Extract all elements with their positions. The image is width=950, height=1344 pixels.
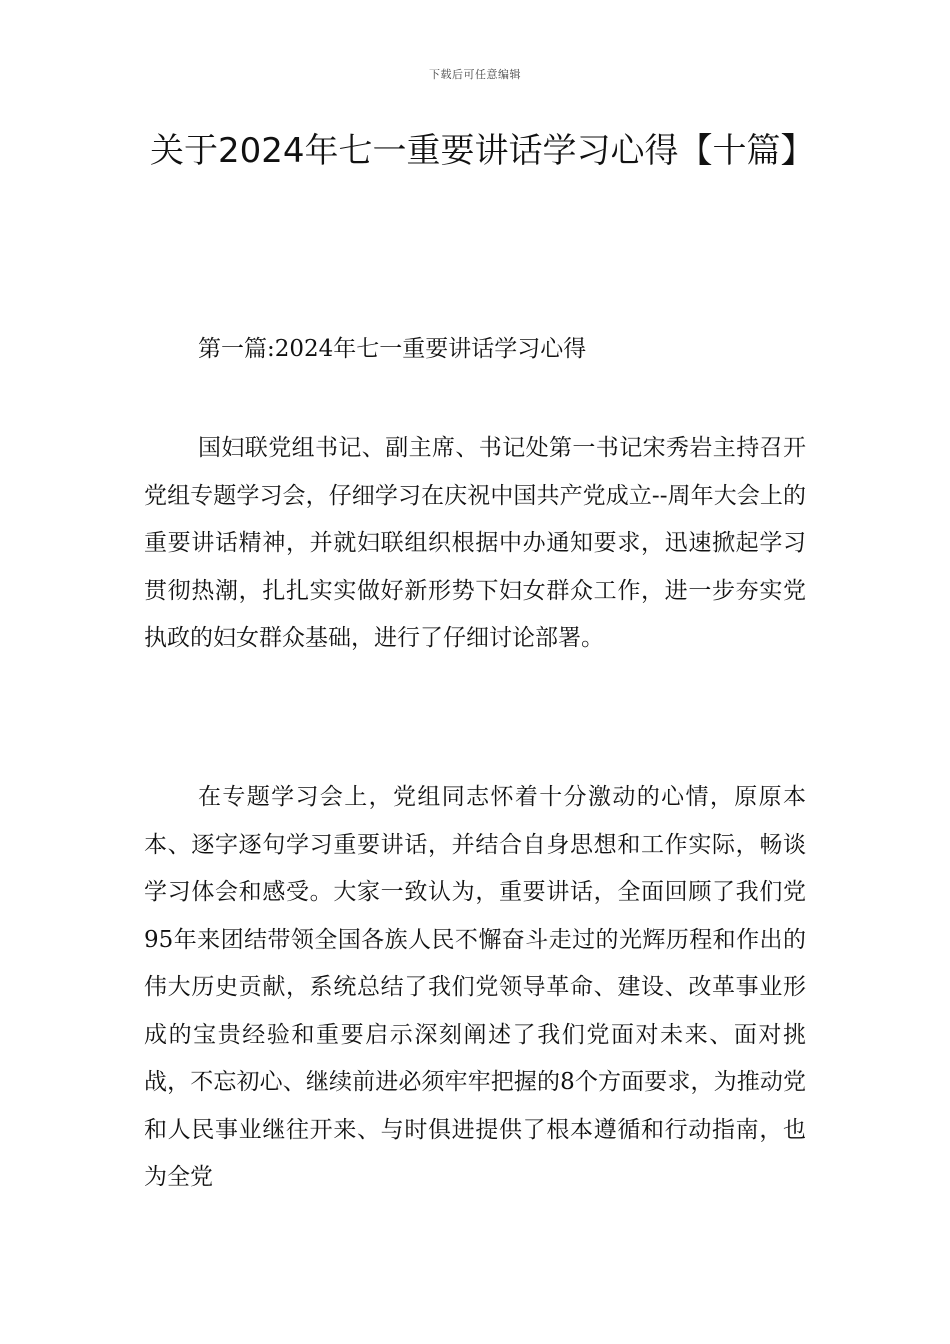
header-note: 下载后可任意编辑 — [429, 68, 521, 81]
section-heading: 第一篇:2024年七一重要讲话学习心得 — [198, 336, 587, 362]
paragraph: 在专题学习会上，党组同志怀着十分激动的心情，原原本本、逐字逐句学习重要讲话，并结合自身思想和工作实际，畅谈学习体会和感受。大家一致认为，重要讲话，全面回顾了我们党95年来团结带领全国各族人民不懈奋斗走过的光辉历程和作出的伟大历史贡献，系统总结了我们党领导革命、建设、改革事业形成的宝贵经验和重要启示深刻阐述了我们党面对未来、面对挑战，不忘初心、继续前进必须牢牢把握的8个方面要求，为推动党和人民事业继往开来、与时俱进提供了根本遵循和行动指南，也为全党 — [144, 784, 806, 1190]
document-title: 关于2024年七一重要讲话学习心得【十篇】 — [150, 131, 815, 171]
paragraph: 国妇联党组书记、副主席、书记处第一书记宋秀岩主持召开党组专题学习会，仔细学习在庆祝中国共产党成立--周年大会上的重要讲话精神，并就妇联组织根据中办通知要求，迅速掀起学习贯彻热潮，扎扎实实做好新形势下妇女群众工作，进一步夯实党执政的妇女群众基础，进行了仔细讨论部署。 — [144, 435, 806, 651]
